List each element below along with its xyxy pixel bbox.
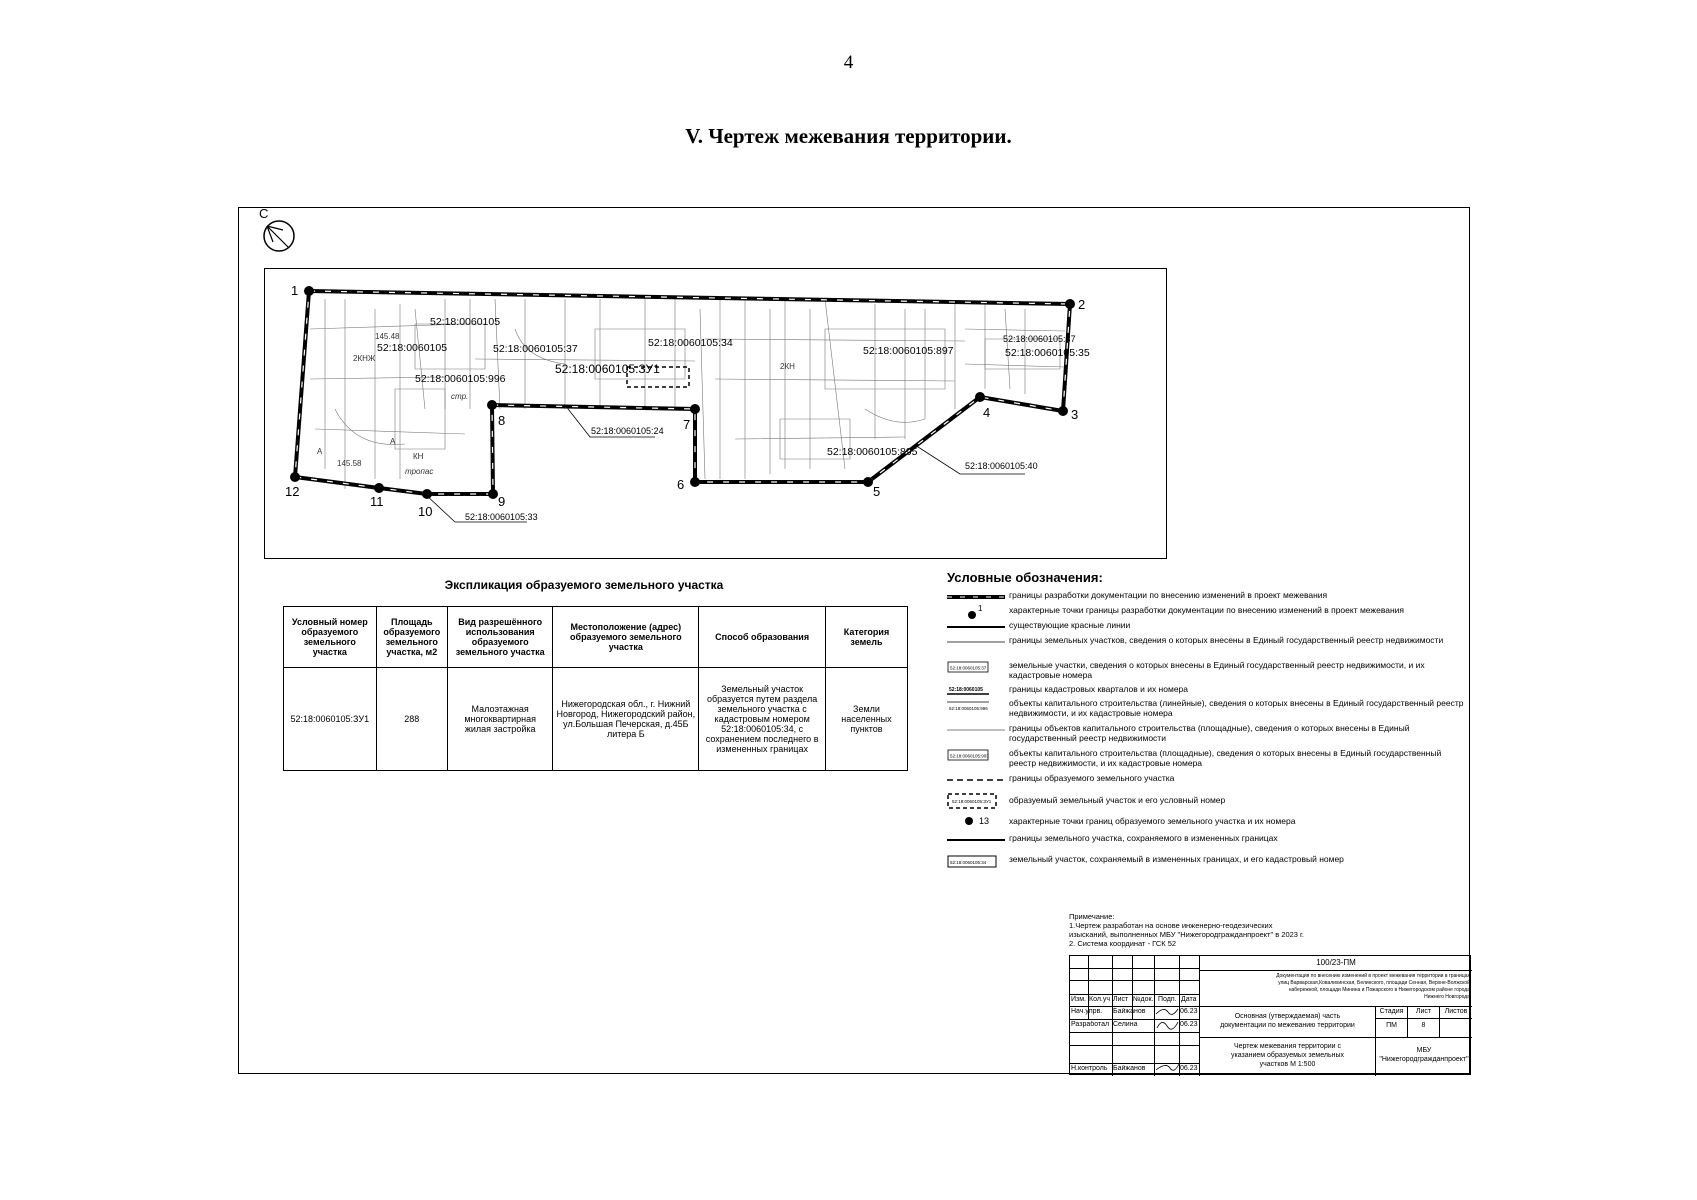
parcel-label: 52:18:0060105	[377, 342, 448, 354]
table-cell: Малоэтажная многоквартирная жилая застройка	[447, 668, 552, 771]
point-label-12: 12	[285, 484, 300, 499]
callout-label: 52:18:0060105:24	[591, 426, 664, 436]
map-text: стр.	[451, 392, 469, 401]
sheets-label: Листов	[1444, 1008, 1468, 1015]
note-line: 2. Система координат - ГСК 52	[1069, 939, 1177, 948]
building-box-icon	[947, 748, 1005, 762]
dashed-line-icon	[947, 773, 1005, 787]
formed-point-icon	[947, 814, 1005, 828]
table-cell: Земли населенных пунктов	[825, 668, 907, 771]
callout-label: 52:18:0060105:33	[465, 512, 538, 522]
table-header-cell: Условный номер образуемого земельного участка	[284, 607, 377, 668]
table-cell: 52:18:0060105:ЗУ1	[284, 668, 377, 771]
date: 06.23	[1180, 1008, 1198, 1015]
doc-description: Документация по внесению изменений в проект межевания территории в границах улиц Варварская,Ковалихинская, Белинского, площади Сенная, Верхне-Волжской набережной, площади Минина и Пожарского в Нижегородском районе города Нижнего Новгорода	[1276, 973, 1470, 1000]
linear-object-icon	[947, 698, 1005, 712]
table-cell: 288	[376, 668, 447, 771]
parcel-label: 52:18:0060105	[430, 316, 501, 328]
name: Байжанов	[1113, 1008, 1146, 1015]
drawing-sheet: С 1 2 3 4 5 6 7 8 9 10 11 12 52:18:0060105 52:18:0060105 52:18:0060105:996 52:18:0060105:37 52:18:0060105:34 52:18:0060105:ЗУ1 52:18:0060105:897 52:18:0060105:37 52:18:0060105:35 52:18:0060105:895 52:18:0060105:24 52:18:0060105:40 52:18:0060105:33 КН тропас стр. А А 2КНЖ 2КН 145.48 145.58 Экспликация образуемого земельного участка Условный номер образуемого земельного участка Площадь образуемого земельного участка, м2 Вид разрешённого использования образуемого земельного участка Местоположение (адрес) образуемого земельного участка Способ образования Категория земель 52:18:0060105:ЗУ1 288 Малоэтажная многоквартирная жилая застройка Нижегородская обл., г. Нижний Новгород, Нижегородский район, ул.Большая Печерская, д.45Б литера Б Земельный участок образуется путем раздела земельного участка с кадастровым номером 52:18:0060105:34, с сохранением последнего в измененных границах Земли населенных пунктов Условные обозначения: границы разработки документации по внесению изменений в проект межевания 1 характерные точки границы разработки документации по внесению изменений в проект межевания существующие красные линии границы земельных участков, сведения о которых внесены в Единый государственный реестр недвижимости 52:18:0060105:37 земельные участки, сведения о которых внесены в Единый государственный реестр недвижимости, и их кадастровые номера 52:18:0060105 границы кадастровых кварталов и их номера 52:18:0060105:996 объекты капитального строительства (линейные), сведения о которых внесены в Единый государственный реестр недвижимости, и их кадастровые номера границы объектов капитального строительства (площадные), сведения о которых внесены в Единый государственный реестр недвижимости 52:18:0060105:903 объекты капитального строительства (площадные), сведения о которых внесены в Единый государственный реестр недвижимости, и их кадастровые номера границы образуемого земельного участка 52:18:0060105:ЗУ1 образуемый земельный участок и его условный номер 13 характерные точки границ образуемого земельного участка и их номера границы земельного участка, сохраняемого в измененных границах 52:18:0060105:34 земельный участок, сохраняемый в измененных границах, и его кадастровый номер Примечание: 1.Чертеж разработан на основе инженерно-геодезических изысканий, выполненных МБУ "Нижегородгражданпроект" в 2023 г. 2. Система координат - ГСК 52 100/23-ПМ Документация по внесению изменений в проект межевания территории в границах улиц Варварская,Ковалихинская, Белинского, площади Сенная, Верхне-Волжской набережной, площади Минина и Пожарского в Нижегородском районе города Нижнего Новгорода Изм. Кол.уч Лист №док. Подп. Дата Нач.упрв. Байжанов 06.23 Разработал Селина 06.23 Н.контроль Байжанов 06.23 Основная (утверждаемая) часть документации по межеванию территории Стадия Лист Листов ПМ 8 Чертеж межевания территории с указанием образуемых земельных участков М 1:500 МБУ "Нижегородгражданпроект"	[238, 207, 1470, 1074]
role: Разработал	[1071, 1021, 1110, 1028]
date: 06.23	[1180, 1021, 1198, 1028]
point-label-10: 10	[418, 504, 433, 519]
survey-map	[264, 268, 1167, 559]
parcel-boundary-icon	[947, 635, 1005, 649]
note-line: изысканий, выполненных МБУ "Нижегородгражданпроект" в 2023 г.	[1069, 930, 1304, 939]
point-label-3: 3	[1071, 407, 1079, 422]
point-label-4: 4	[983, 405, 991, 420]
parcel-box-icon	[947, 660, 1005, 674]
stage-value: ПМ	[1386, 1022, 1397, 1029]
notes	[1069, 912, 1304, 948]
svg-text:13: 13	[979, 816, 990, 826]
sheet-value: 8	[1421, 1022, 1426, 1029]
note-line: 1.Чертеж разработан на основе инженерно-геодезических	[1069, 921, 1273, 930]
quarter-boundary-icon	[947, 684, 1005, 698]
col-header: Дата	[1181, 996, 1197, 1003]
map-text: тропас	[405, 467, 434, 476]
point-label-9: 9	[498, 494, 506, 509]
col-header: №док.	[1133, 996, 1154, 1003]
table-header-cell: Площадь образуемого земельного участка, м2	[376, 607, 447, 668]
date: 06.23	[1180, 1065, 1198, 1072]
name: Байжанов	[1113, 1065, 1146, 1072]
col-header: Изм.	[1071, 996, 1086, 1003]
point-number: 1	[978, 605, 983, 613]
map-text: 145.58	[337, 459, 362, 468]
page-heading: V. Чертеж межевания территории.	[685, 124, 1012, 148]
sheet-label: Лист	[1415, 1008, 1432, 1015]
role: Н.контроль	[1071, 1065, 1108, 1072]
doc-code: 100/23-ПМ	[1316, 958, 1356, 967]
map-text: 2КНЖ	[353, 354, 376, 363]
svg-text:52:18:0060105:996: 52:18:0060105:996	[949, 706, 988, 711]
svg-text:52:18:0060105:37: 52:18:0060105:37	[950, 665, 987, 671]
part-title: Основная (утверждаемая) часть документации по межеванию территории	[1220, 1013, 1355, 1029]
table-header-cell: Способ образования	[699, 607, 826, 668]
point-label-5: 5	[873, 484, 881, 499]
explication-title: Экспликация образуемого земельного участка	[444, 578, 724, 592]
title-block	[1069, 955, 1471, 1075]
stage-label: Стадия	[1379, 1008, 1404, 1015]
note-line: Примечание:	[1069, 912, 1115, 921]
table-header-cell: Вид разрешённого использования образуемого земельного участка	[447, 607, 552, 668]
map-text: А	[390, 437, 396, 446]
parcel-label: 52:18:0060105:35	[1005, 347, 1090, 359]
north-letter: С	[259, 206, 269, 221]
boundary-line-icon	[947, 590, 1005, 604]
map-text: КН	[413, 452, 424, 461]
svg-text:52:18:0060105:34: 52:18:0060105:34	[950, 860, 987, 865]
organization: МБУ "Нижегородгражданпроект"	[1379, 1047, 1469, 1063]
map-text: 2КН	[780, 362, 795, 371]
building-boundary-icon	[947, 723, 1005, 737]
col-header: Кол.уч	[1089, 996, 1110, 1003]
parcel-label: 52:18:0060105:895	[827, 446, 918, 458]
map-text: А	[317, 447, 323, 456]
formed-parcel-icon	[947, 792, 1005, 810]
legend-title: Условные обозначения:	[947, 570, 1103, 585]
north-arrow-icon	[259, 214, 299, 254]
svg-text:52:18:0060105:903: 52:18:0060105:903	[950, 753, 989, 759]
table-row	[284, 668, 908, 771]
map-text: 145.48	[375, 332, 400, 341]
svg-text:52:18:0060105:ЗУ1: 52:18:0060105:ЗУ1	[952, 799, 992, 804]
table-cell: Нижегородская обл., г. Нижний Новгород, Нижегородский район, ул.Большая Печерская, д.45Б литера Б	[553, 668, 699, 771]
signature-icon	[1154, 1004, 1180, 1076]
parcel-label: 52:18:0060105:996	[415, 373, 506, 385]
parcel-label: 52:18:0060105:34	[648, 337, 733, 349]
page-number: 4	[843, 52, 854, 73]
point-icon	[947, 605, 1005, 619]
table-header-cell: Местоположение (адрес) образуемого земельного участка	[553, 607, 699, 668]
red-line-icon	[947, 620, 1005, 634]
point-label-11: 11	[370, 494, 384, 509]
callout-label: 52:18:0060105:40	[965, 461, 1038, 471]
point-label-2: 2	[1078, 297, 1086, 312]
role: Нач.упрв.	[1071, 1008, 1103, 1015]
explication-table	[283, 606, 908, 771]
preserved-boundary-icon	[947, 833, 1005, 847]
point-label-6: 6	[677, 477, 685, 492]
table-header-cell: Категория земель	[825, 607, 907, 668]
svg-text:52:18:0060105: 52:18:0060105	[949, 687, 983, 693]
parcel-label: 52:18:0060105:897	[863, 345, 954, 357]
name: Селина	[1113, 1021, 1138, 1028]
map-drawing	[265, 269, 1168, 560]
table-cell: Земельный участок образуется путем раздела земельного участка с кадастровым номером 52:18:0060105:34, с сохранением последнего в измененных границах	[699, 668, 826, 771]
parcel-label: 52:18:0060105:37	[493, 343, 578, 355]
col-header: Лист	[1113, 996, 1129, 1003]
preserved-parcel-icon	[947, 854, 1005, 868]
drawing-title: Чертеж межевания территории с указанием образуемых земельных участков М 1:500	[1230, 1043, 1345, 1068]
formed-parcel-label: 52:18:0060105:ЗУ1	[555, 362, 660, 376]
point-label-7: 7	[683, 417, 691, 432]
table-header-row	[284, 607, 908, 668]
parcel-label: 52:18:0060105:37	[1003, 334, 1076, 344]
point-label-1: 1	[291, 283, 299, 298]
col-header: Подп.	[1158, 996, 1177, 1003]
point-label-8: 8	[498, 413, 506, 428]
